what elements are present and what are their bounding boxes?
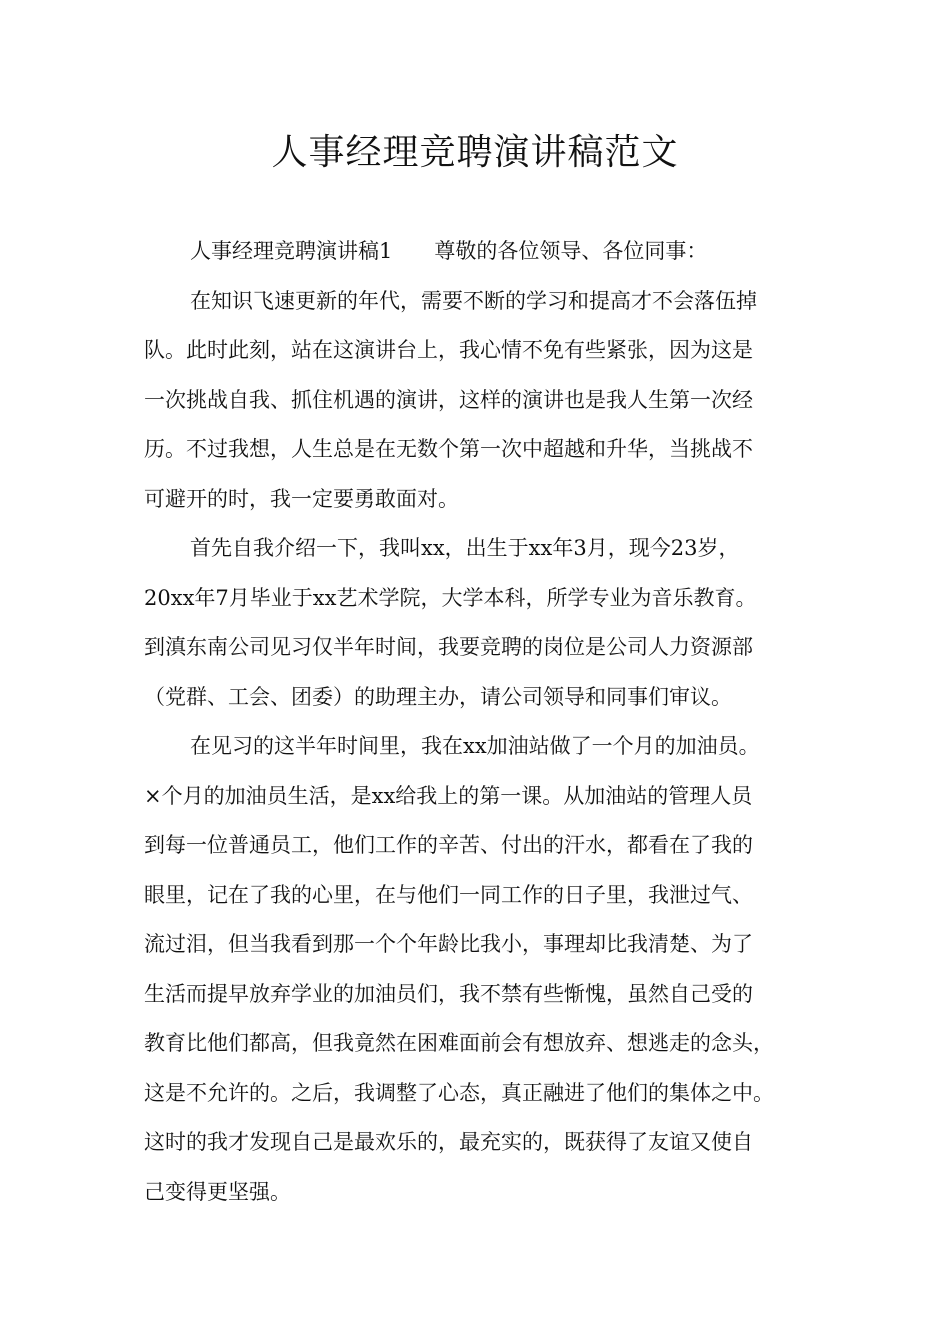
text-line: （党群、工会、团委）的助理主办，请公司领导和同事们审议。 [144,684,732,709]
text-line: 这时的我才发现自己是最欢乐的，最充实的，既获得了友谊又使自 [144,1130,753,1154]
text-line: 可避开的时，我一定要勇敢面对。 [144,486,459,511]
text-line: 到滇东南公司见习仅半年时间，我要竞聘的岗位是公司人力资源部 [144,635,753,659]
text-line: 历。不过我想，人生总是在无数个第一次中超越和升华，当挑战不 [144,437,753,461]
document-body [144,227,820,1217]
document-title: 人事经理竞聘演讲稿范文 [271,132,679,173]
text-line: 队。此时此刻，站在这演讲台上，我心情不免有些紧张，因为这是 [144,338,753,362]
text-line: 流过泪，但当我看到那一个个年龄比我小，事理却比我清楚、为了 [144,932,753,956]
text-line: 教育比他们都高，但我竟然在困难面前会有想放弃、想逃走的念头， [144,1031,774,1055]
text-line: 眼里，记在了我的心里，在与他们一同工作的日子里，我泄过气、 [144,882,753,907]
text-line: 一次挑战自我、抓住机遇的演讲，这样的演讲也是我人生第一次经 [144,387,753,412]
text-line: 在知识飞速更新的年代，需要不断的学习和提高才不会落伍掉 [190,288,757,313]
greeting-text: 尊敬的各位领导、各位同事： [434,239,708,263]
text-line: 己变得更坚强。 [144,1179,291,1204]
speech-heading: 人事经理竞聘演讲稿1 [190,239,393,263]
text-line: 首先自我介绍一下，我叫xx，出生于xx年3月，现今23岁， [190,536,740,560]
text-line: 这是不允许的。之后，我调整了心态，真正融进了他们的集体之中。 [144,1080,774,1105]
text-line: 在见习的这半年时间里，我在xx加油站做了一个月的加油员。 [190,734,760,758]
text-line: 到每一位普通员工，他们工作的辛苦、付出的汗水，都看在了我的 [144,833,753,857]
text-line: ×个月的加油员生活，是xx给我上的第一课。从加油站的管理人员 [144,783,753,808]
text-line-1 [144,227,820,277]
text-line: 生活而提早放弃学业的加油员们，我不禁有些惭愧，虽然自己受的 [144,981,753,1006]
text-line: 20xx年7月毕业于xx艺术学院，大学本科，所学专业为音乐教育。 [144,585,757,610]
